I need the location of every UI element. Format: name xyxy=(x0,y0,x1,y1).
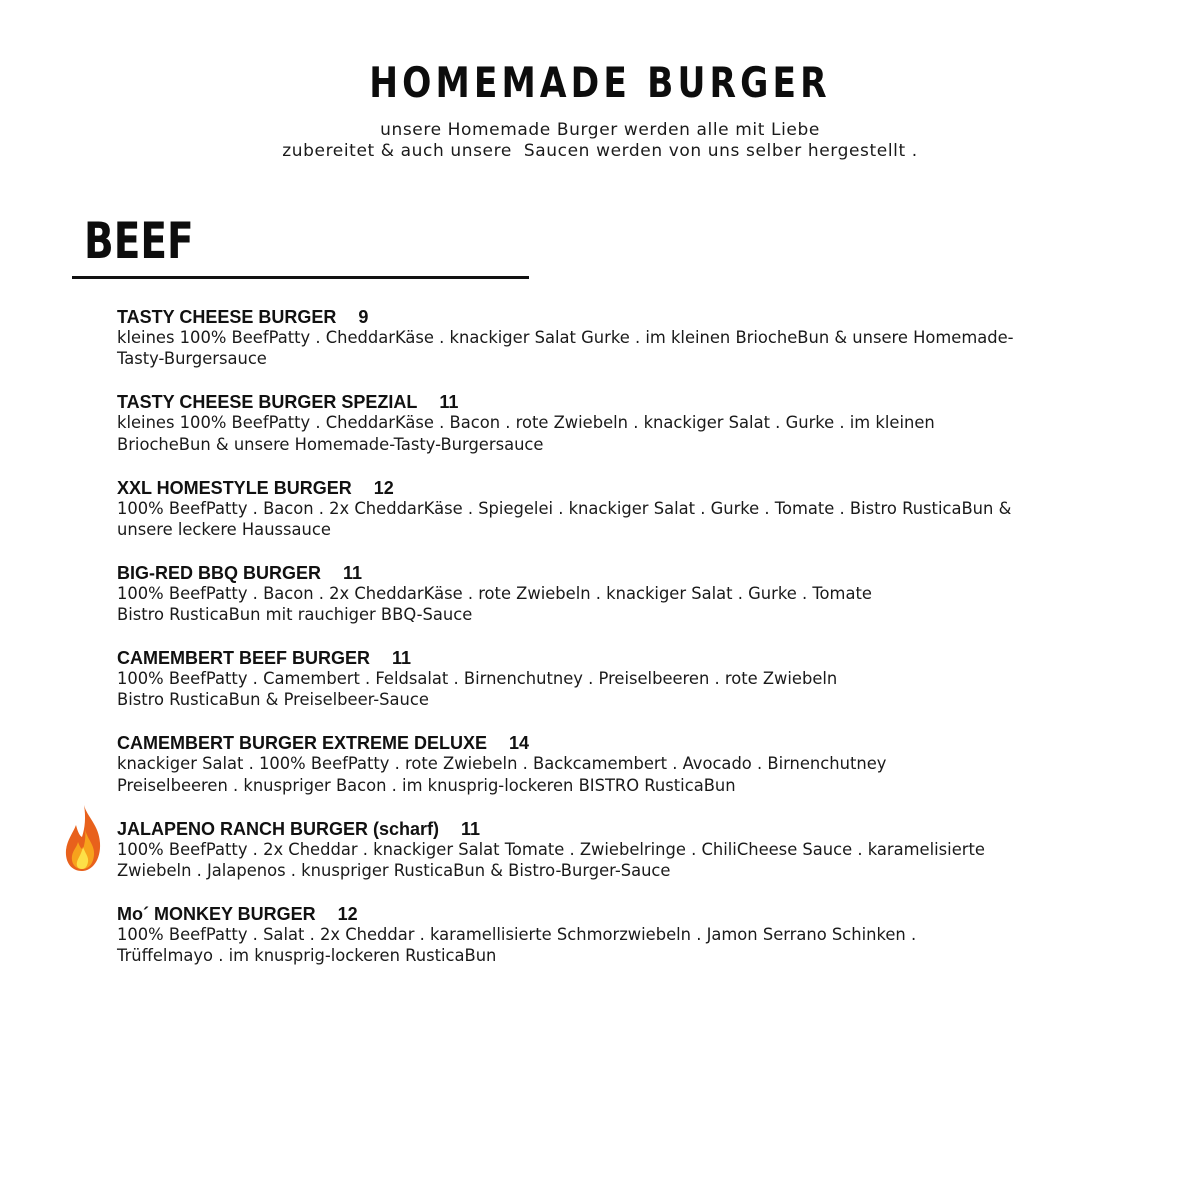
menu-item-name: TASTY CHEESE BURGER xyxy=(117,307,337,327)
menu-item-description xyxy=(117,499,1086,542)
menu-item-price: 9 xyxy=(358,307,369,327)
menu-item-price: 11 xyxy=(439,392,459,413)
menu-item-description xyxy=(117,413,1086,456)
description-line: 100% BeefPatty . Salat . 2x Cheddar . karamellisierte Schmorzwiebeln . Jamon Serrano Schinken . xyxy=(117,925,917,946)
description-line: Zwiebeln . Jalapenos . knuspriger RusticaBun & Bistro-Burger-Sauce xyxy=(117,861,671,882)
description-line: Tasty-Burgersauce xyxy=(117,349,267,370)
description-line: Bistro RusticaBun & Preiselbeer-Sauce xyxy=(117,690,429,711)
description-line: kleines 100% BeefPatty . CheddarKäse . Bacon . rote Zwiebeln . knackiger Salat . Gurke . im kleinen xyxy=(117,413,935,434)
menu-item xyxy=(117,307,1117,392)
description-line: knackiger Salat . 100% BeefPatty . rote Zwiebeln . Backcamembert . Avocado . Birnenchutney xyxy=(117,754,887,775)
menu-list xyxy=(117,307,1117,989)
menu-item-heading xyxy=(117,819,1117,840)
description-line: unsere leckere Haussauce xyxy=(117,519,331,540)
menu-item-description xyxy=(117,669,1086,712)
description-line: Preiselbeeren . knuspriger Bacon . im knusprig-lockeren BISTRO RusticaBun xyxy=(117,775,736,796)
page-subtitle xyxy=(0,120,1200,162)
menu-item-description xyxy=(117,754,1086,797)
menu-item-heading xyxy=(117,904,1117,925)
description-line: 100% BeefPatty . Camembert . Feldsalat . Birnenchutney . Preiselbeeren . rote Zwiebeln xyxy=(117,669,838,690)
menu-item-price: 12 xyxy=(337,904,358,925)
subtitle-line: zubereitet & auch unsere Saucen werden von uns selber hergestellt . xyxy=(282,141,918,161)
page-title: HOMEMADE BURGER xyxy=(369,58,831,107)
description-line: 100% BeefPatty . Bacon . 2x CheddarKäse . Spiegelei . knackiger Salat . Gurke . Tomate . Bistro RusticaBun & xyxy=(117,498,1012,519)
description-line: kleines 100% BeefPatty . CheddarKäse . knackiger Salat Gurke . im kleinen BriocheBun & unsere Homemade- xyxy=(117,328,1014,348)
menu-item-price: 14 xyxy=(509,733,530,754)
menu-item-price: 11 xyxy=(392,648,412,669)
menu-item xyxy=(117,563,1117,648)
menu-item-price: 12 xyxy=(373,477,394,498)
menu-item-name: Mo´ MONKEY BURGER xyxy=(117,904,316,925)
section-title: BEEF xyxy=(84,212,194,270)
menu-item-heading xyxy=(117,307,1117,328)
menu-item-name: BIG-RED BBQ BURGER xyxy=(117,562,322,583)
menu-item-name: JALAPENO RANCH BURGER (scharf) xyxy=(117,818,440,839)
menu-item-price: 11 xyxy=(461,818,481,839)
description-line: 100% BeefPatty . Bacon . 2x CheddarKäse . rote Zwiebeln . knackiger Salat . Gurke . Tomate xyxy=(117,583,872,604)
menu-item xyxy=(117,733,1117,818)
menu-item-name: CAMEMBERT BEEF BURGER xyxy=(117,648,371,669)
menu-item-price: 11 xyxy=(343,562,363,583)
menu-item-name: TASTY CHEESE BURGER SPEZIAL xyxy=(117,392,418,413)
menu-item-name: XXL HOMESTYLE BURGER xyxy=(117,477,352,498)
menu-item-heading xyxy=(117,733,1117,754)
menu-item-description xyxy=(117,584,1086,627)
menu-item xyxy=(117,819,1117,904)
menu-item-name: CAMEMBERT BURGER EXTREME DELUXE xyxy=(117,733,488,754)
subtitle-line: unsere Homemade Burger werden alle mit Liebe xyxy=(380,120,820,140)
menu-item xyxy=(117,648,1117,733)
menu-item-description xyxy=(117,925,1086,968)
menu-item-description xyxy=(117,328,1086,371)
menu-item-heading xyxy=(117,392,1117,413)
description-line: Bistro RusticaBun mit rauchiger BBQ-Sauce xyxy=(117,605,473,626)
menu-item xyxy=(117,478,1117,563)
menu-item xyxy=(117,904,1117,989)
menu-item-heading xyxy=(117,478,1117,499)
description-line: Trüffelmayo . im knusprig-lockeren RusticaBun xyxy=(117,946,497,967)
description-line: BriocheBun & unsere Homemade-Tasty-Burgersauce xyxy=(117,434,544,455)
section-divider xyxy=(72,276,529,279)
menu-item-description xyxy=(117,840,1086,883)
flame-icon xyxy=(63,803,103,873)
description-line: 100% BeefPatty . 2x Cheddar . knackiger Salat Tomate . Zwiebelringe . ChiliCheese Sauce . karamelisierte xyxy=(117,839,985,860)
menu-item-heading xyxy=(117,648,1117,669)
menu-item-heading xyxy=(117,563,1117,584)
menu-item xyxy=(117,392,1117,477)
